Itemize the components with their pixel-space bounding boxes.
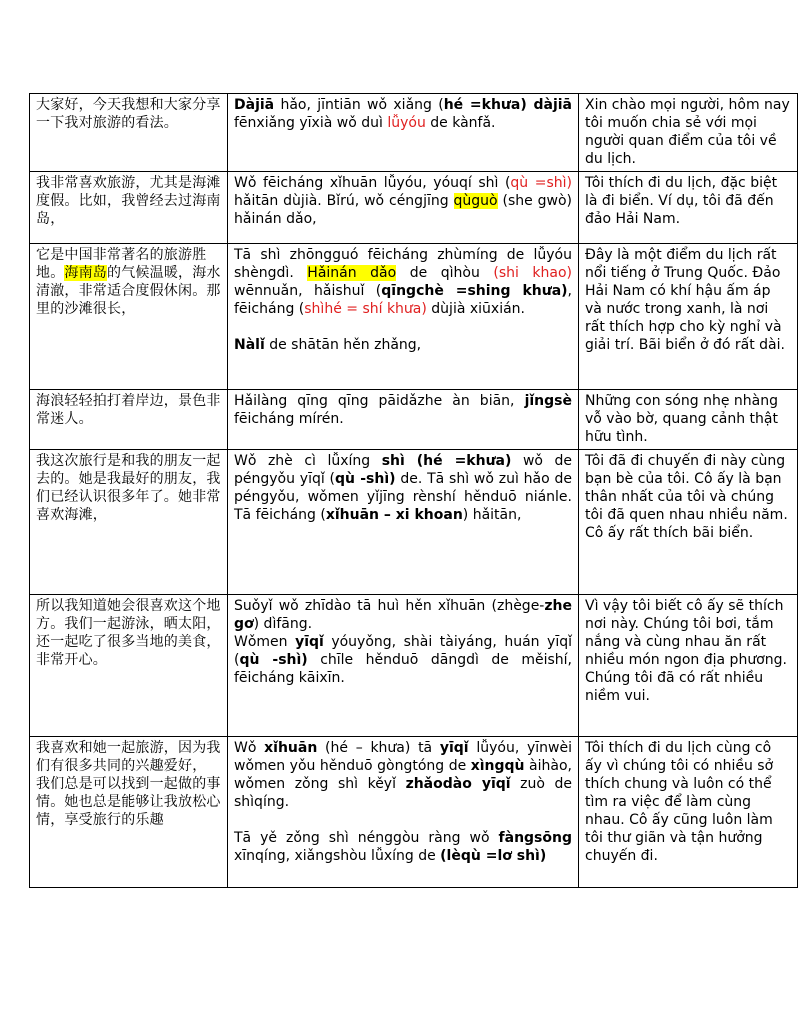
- pinyin-text: fàngsōng: [498, 830, 572, 846]
- pinyin-text: Tā yě zǒng shì nénggòu ràng wǒ: [234, 830, 499, 846]
- pinyin-text: Wǒ fēicháng xǐhuān lǚyóu, yóuqí shì (: [234, 175, 511, 191]
- pinyin-text: de. Tā shì wǒ zuì hǎo de péngyǒu, wǒmen yǐjīng rènshí hěnduō niánle. Tā fēicháng (: [234, 471, 572, 523]
- pinyin-text: Nàlǐ: [234, 337, 265, 353]
- pinyin-text: fēicháng mírén.: [234, 411, 344, 427]
- vietnamese-cell: Tôi thích đi du lịch cùng cô ấy vì chúng tôi có nhiều sở thích chung và luôn có thể tìm ra việc để làm cùng nhau. Cô ấy cũng luôn làm tôi thư giãn và tận hưởng chuyến đi.: [579, 737, 798, 888]
- pinyin-text: de qìhòu: [396, 265, 494, 281]
- chinese-cell: [30, 244, 228, 390]
- pinyin-text: (hé – khưa) tā: [317, 740, 440, 756]
- pinyin-text: yóuyǒng, shài tàiyáng, huán yīqǐ (: [234, 634, 573, 668]
- pinyin-text: shìhé = shí khưa): [304, 301, 427, 317]
- pinyin-text: de kànfǎ.: [425, 115, 496, 131]
- pinyin-text: yīqǐ: [295, 634, 324, 650]
- pinyin-text: zhe gơ: [234, 598, 572, 632]
- vietnamese-cell: Vì vậy tôi biết cô ấy sẽ thích nơi này. Chúng tôi bơi, tắm nắng và cùng nhau ăn rất nhiều món ngon địa phương. Chúng tôi đã có rất nhiều niềm vui.: [579, 595, 798, 737]
- translation-table: [29, 93, 798, 888]
- table-body: [30, 94, 798, 888]
- chinese-text: 的气候温暖，海水清澈，非常适合度假休闲。那里的沙滩很长，: [36, 265, 221, 317]
- pinyin-text: qùguò: [453, 193, 498, 209]
- pinyin-text: ) hǎitān,: [462, 507, 522, 523]
- chinese-line: 我喜欢和她一起旅游，因为我们有很多共同的兴趣爱好，: [36, 740, 221, 774]
- vietnamese-cell: Xin chào mọi người, hôm nay tôi muốn chia sẻ với mọi người quan điểm của tôi về du lịch.: [579, 94, 798, 172]
- pinyin-text: lǚyóu: [387, 115, 426, 131]
- pinyin-text: zhǎodào yīqǐ: [405, 776, 511, 792]
- chinese-cell: 海浪轻轻拍打着岸边，景色非常迷人。: [30, 390, 228, 450]
- chinese-line: 我们总是可以找到一起做的事情。她也总是能够让我放松心情，享受旅行的乐趣: [36, 776, 221, 828]
- pinyin-text: , fēicháng (: [234, 283, 572, 317]
- vietnamese-cell: Đây là một điểm du lịch rất nổi tiếng ở Trung Quốc. Đảo Hải Nam có khí hậu ấm áp và nước trong xanh, là nơi rất thích hợp cho kỳ nghỉ và giải trí. Bãi biển ở đó rất dài.: [579, 244, 798, 390]
- chinese-cell: 大家好，今天我想和大家分享一下我对旅游的看法。: [30, 94, 228, 172]
- pinyin-text: àihào, wǒmen zǒng shì kěyǐ: [234, 758, 572, 792]
- chinese-cell: [30, 737, 228, 888]
- table-row: [30, 450, 798, 595]
- pinyin-text: Suǒyǐ wǒ zhīdào tā huì hěn xǐhuān (zhège-: [234, 598, 545, 614]
- pinyin-text: xǐhuān: [264, 740, 318, 756]
- pinyin-text: zuò de shìqíng.: [234, 776, 573, 810]
- pinyin-text: (shi khao): [493, 265, 572, 281]
- paragraph-gap: [234, 811, 572, 829]
- pinyin-text: hǎo, jīntiān wǒ xiǎng (: [274, 97, 444, 113]
- pinyin-text: (lèqù =lơ shì): [440, 848, 547, 864]
- pinyin-text: qù -shì): [239, 652, 308, 668]
- vietnamese-cell: Những con sóng nhẹ nhàng vỗ vào bờ, quang cảnh thật hữu tình.: [579, 390, 798, 450]
- pinyin-text: jǐngsè: [524, 393, 572, 409]
- pinyin-text: lǚyóu, yīnwèi wǒmen yǒu hěnduō gòngtóng de: [234, 740, 572, 774]
- pinyin-text: de shātān hěn zhǎng,: [264, 337, 422, 353]
- pinyin-cell: [228, 94, 579, 172]
- pinyin-text: dùjià xiūxián.: [426, 301, 525, 317]
- table-row: [30, 244, 798, 390]
- pinyin-text: shì (hé =khưa): [381, 453, 512, 469]
- pinyin-cell: [228, 172, 579, 244]
- pinyin-cell: [228, 595, 579, 737]
- table-row: [30, 172, 798, 244]
- table-row: [30, 390, 798, 450]
- pinyin-cell: [228, 390, 579, 450]
- pinyin-text: xǐhuān – xi khoan: [325, 507, 463, 523]
- pinyin-text: wēnnuǎn, hǎishuǐ (: [234, 283, 382, 299]
- pinyin-text: hé =khưa) dàjiā: [443, 97, 572, 113]
- pinyin-text: Hǎinán dǎo: [307, 265, 397, 281]
- pinyin-text: chīle hěnduō dāngdì de měishí, fēicháng kāixīn.: [234, 652, 572, 686]
- pinyin-text: ) dìfāng.: [253, 616, 313, 632]
- pinyin-cell: [228, 244, 579, 390]
- vietnamese-cell: Tôi đã đi chuyến đi này cùng bạn bè của tôi. Cô ấy là bạn thân nhất của tôi và chúng tôi đã quen nhau nhiều năm. Cô ấy rất thích bãi biển.: [579, 450, 798, 595]
- table-row: [30, 94, 798, 172]
- table-row: [30, 737, 798, 888]
- pinyin-text: qù -shì): [335, 471, 396, 487]
- pinyin-text: Wǒmen: [234, 634, 296, 650]
- pinyin-text: hǎitān dùjià. Bǐrú, wǒ céngjīng: [234, 193, 454, 209]
- pinyin-text: fēnxiǎng yīxià wǒ duì: [234, 115, 388, 131]
- pinyin-cell: [228, 450, 579, 595]
- pinyin-text: xìngqù: [470, 758, 525, 774]
- pinyin-text: Wǒ: [234, 740, 265, 756]
- table-row: [30, 595, 798, 737]
- pinyin-text: xīnqíng, xiǎngshòu lǚxíng de: [234, 848, 441, 864]
- paragraph-gap: [234, 318, 572, 336]
- pinyin-text: Tā shì zhōngguó fēicháng zhùmíng de lǚyóu shèngdì.: [234, 247, 572, 281]
- chinese-text: 海南岛: [64, 265, 108, 281]
- pinyin-cell: [228, 737, 579, 888]
- chinese-cell: 所以我知道她会很喜欢这个地方。我们一起游泳，晒太阳，还一起吃了很多当地的美食，非常开心。: [30, 595, 228, 737]
- pinyin-text: Wǒ zhè cì lǚxíng: [234, 453, 382, 469]
- chinese-cell: 我非常喜欢旅游，尤其是海滩度假。比如，我曾经去过海南岛，: [30, 172, 228, 244]
- vietnamese-cell: Tôi thích đi du lịch, đặc biệt là đi biển. Ví dụ, tôi đã đến đảo Hải Nam.: [579, 172, 798, 244]
- chinese-cell: 我这次旅行是和我的朋友一起去的。她是我最好的朋友，我们已经认识很多年了。她非常喜欢海滩，: [30, 450, 228, 595]
- pinyin-text: yīqǐ: [439, 740, 469, 756]
- pinyin-text: qīngchè =shing khưa): [381, 283, 568, 299]
- pinyin-text: (she gwò) hǎinán dǎo,: [234, 193, 572, 227]
- pinyin-text: Dàjiā: [234, 97, 275, 113]
- pinyin-text: wǒ de péngyǒu yīqǐ (: [234, 453, 573, 487]
- pinyin-text: Hǎilàng qīng qīng pāidǎzhe àn biān,: [234, 393, 525, 409]
- chinese-text: 它是中国非常著名的旅游胜地。: [36, 247, 207, 281]
- pinyin-text: qù =shì): [510, 175, 572, 191]
